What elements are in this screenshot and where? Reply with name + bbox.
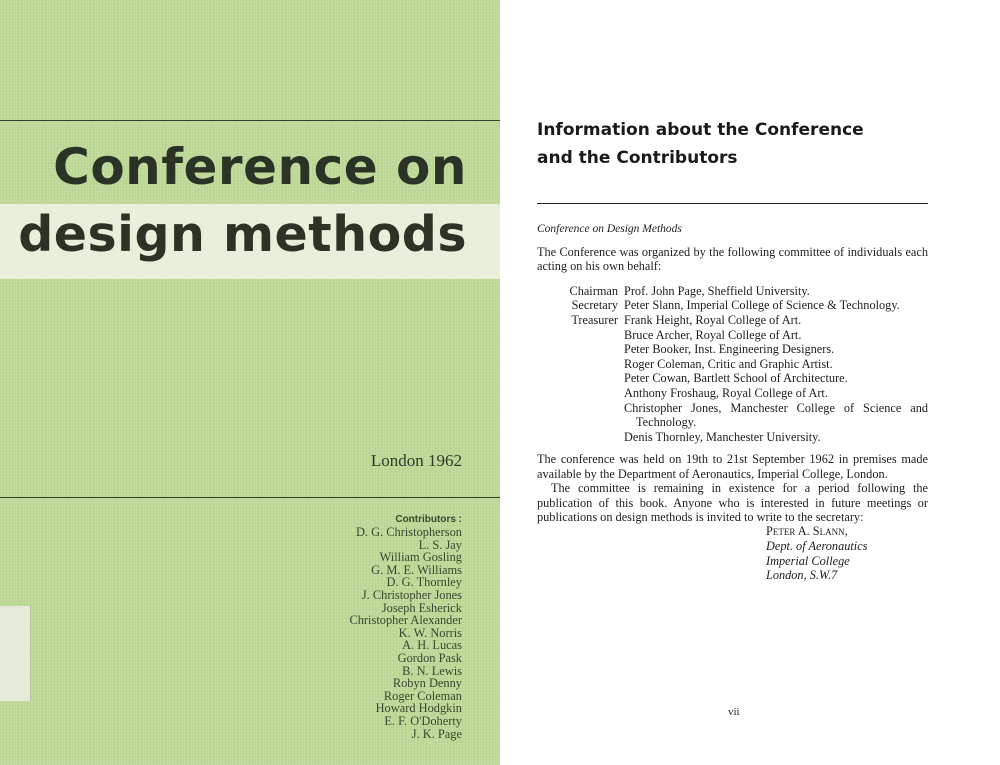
contributor-name: E. F. O'Doherty [384,713,462,728]
contributor-name: K. W. Norris [398,625,462,640]
page-number: vii [728,706,740,718]
committee-role: Chairman [569,283,618,298]
secretary-address [766,524,928,582]
committee-row [537,298,928,313]
address-line: London, S.W.7 [766,568,838,583]
contributor-name: J. K. Page [411,726,462,741]
contributor-name: D. G. Thornley [386,575,462,590]
committee-role [537,328,624,343]
committee-row [537,401,928,430]
cover-top-rule [0,120,500,121]
address-line: Imperial College [766,553,850,568]
contributor-name: A. H. Lucas [402,638,462,653]
committee-member: Bruce Archer, Royal College of Art. [624,327,802,342]
contributors-block [349,514,462,740]
contributor-name: G. M. E. Williams [371,562,462,577]
page-heading-line-1: Information about the Conference [537,120,864,140]
committee-role [537,401,624,430]
contributor-name: Howard Hodgkin [375,701,462,716]
info-page [500,0,1000,765]
committee-row [537,342,928,357]
committee-row [537,328,928,343]
cover-bottom-rule [0,497,500,498]
committee-member: Denis Thornley, Manchester University. [624,429,821,444]
info-body [537,222,928,583]
committee-member: Peter Cowan, Bartlett School of Architecture. [624,371,848,386]
committee-paragraph: The committee is remaining in existence for a period following the publication of this book. Anyone who is interested in future meetings or publications on design methods is invited to write to the secretary: [537,481,928,524]
page-heading-line-2: and the Contributors [537,148,738,168]
committee-row [537,430,928,445]
venue-paragraph: The conference was held on 19th to 21st September 1962 in premises made available by the Department of Aeronautics, Imperial College, London. [537,452,928,481]
committee-role [537,371,624,386]
committee-member: Christopher Jones, Manchester College of Science and Technology. [624,400,928,430]
contributor-name: B. N. Lewis [402,663,462,678]
committee-role [537,430,624,445]
contributor-name: J. Christopher Jones [361,587,462,602]
cover-title-line-1: Conference on [53,138,467,196]
committee-role: Secretary [571,298,618,313]
committee-member: Prof. John Page, Sheffield University. [624,283,810,298]
section-subtitle: Conference on Design Methods [537,223,682,235]
address-line: Dept. of Aeronautics [766,538,868,553]
committee-row [537,357,928,372]
contributors-heading: Contributors : [395,514,462,525]
committee-row [537,313,928,328]
contributors-list [349,526,462,740]
committee-member: Peter Booker, Inst. Engineering Designers. [624,342,835,357]
address-name: Peter A. Slann, [766,524,848,539]
contributor-name: L. S. Jay [418,537,462,552]
committee-member: Peter Slann, Imperial College of Science & Technology. [624,298,900,313]
committee-row [537,284,928,299]
committee-member: Frank Height, Royal College of Art. [624,313,802,327]
committee-list [537,284,928,445]
contributor-name: William Gosling [379,550,462,565]
contributor-name: D. G. Christopherson [355,525,462,539]
contributor-name: Roger Coleman [383,688,462,703]
intro-paragraph: The Conference was organized by the following committee of individuals each acting on his own behalf: [537,245,928,274]
page-heading [537,116,864,172]
committee-role [537,386,624,401]
committee-member: Anthony Froshaug, Royal College of Art. [624,385,828,400]
contributor-name: Christopher Alexander [349,613,462,628]
cover-place-year: London 1962 [370,451,462,470]
heading-rule [537,203,928,204]
contributor-name: Robyn Denny [392,676,462,691]
contributor-name: Joseph Esherick [381,600,462,615]
committee-member: Roger Coleman, Critic and Graphic Artist. [624,356,833,371]
contributor-name: Gordon Pask [397,650,462,665]
committee-role [537,342,624,357]
committee-row [537,386,928,401]
committee-role [537,357,624,372]
committee-role: Treasurer [571,313,618,327]
library-spine-label [0,606,31,701]
cover-title-line-2: design methods [18,206,467,263]
committee-row [537,371,928,386]
